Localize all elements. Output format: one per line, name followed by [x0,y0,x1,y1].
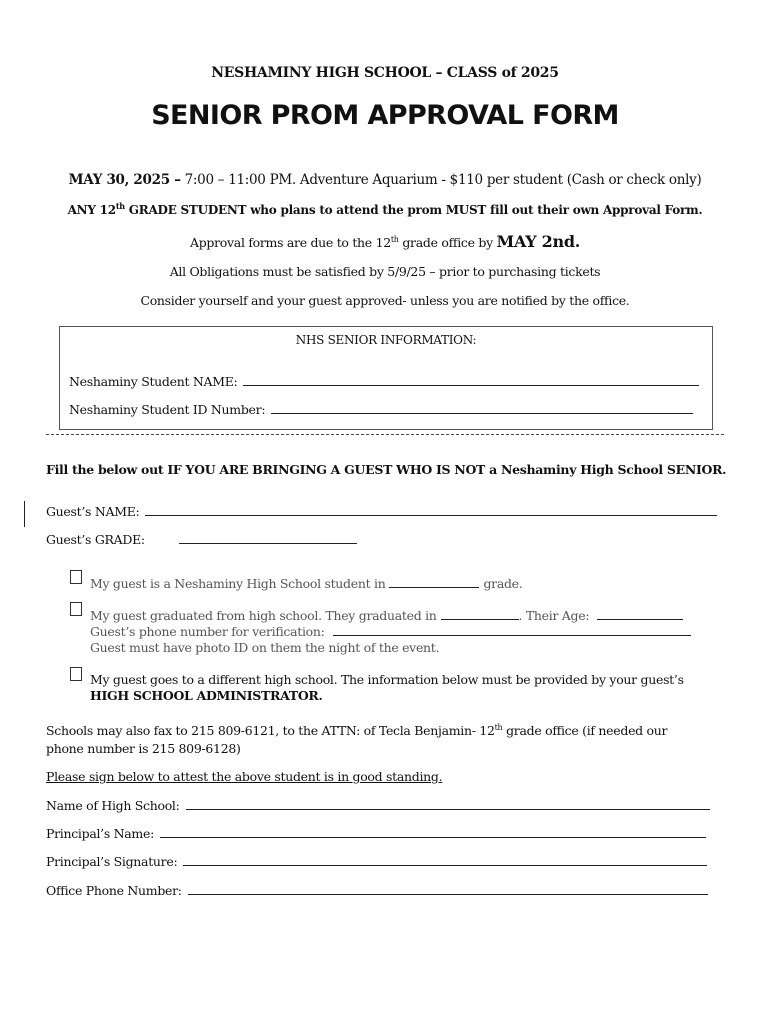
option-graduated-label: My guest graduated from high school. They graduated in [90,608,437,623]
form-title: SENIOR PROM APPROVAL FORM [151,100,619,131]
obligations-notice: All Obligations must be satisfied by 5/9/25 – prior to purchasing tickets [169,264,601,279]
option-other-school-line1: My guest goes to a different high school. The information below must be provided by your guest’s [90,672,684,687]
principal-name-row [46,825,706,841]
graduation-year-field[interactable] [441,607,519,620]
office-phone-label: Office Phone Number: [46,883,182,898]
guest-phone-label: Guest’s phone number for verification: [90,624,325,639]
nhs-grade-field[interactable] [389,575,479,588]
fax-text-end: grade office (if needed our phone number is 215 809-6128) [46,723,668,756]
event-date: MAY 30, 2025 – [68,172,181,188]
option-graduated-line1 [90,607,683,624]
office-phone-field[interactable] [188,882,708,895]
student-name-row [69,373,699,389]
due-date-notice [0,232,770,251]
student-id-label: Neshaminy Student ID Number: [69,402,266,417]
high-school-label: Name of High School: [46,798,180,813]
option-nhs-student-suffix: grade. [483,576,523,591]
school-class-heading: NESHAMINY HIGH SCHOOL – CLASS of 2025 [211,65,559,81]
principal-signature-row [46,853,707,869]
photo-id-note: Guest must have photo ID on them the night of the event. [90,640,440,655]
due-date: MAY 2nd. [496,232,580,251]
option-graduated-line2 [90,623,691,640]
principal-signature-label: Principal’s Signature: [46,854,178,869]
guest-name-field[interactable] [145,503,717,516]
principal-name-label: Principal’s Name: [46,826,154,841]
event-info: 7:00 – 11:00 PM. Adventure Aquarium - $110 per student (Cash or check only) [180,172,702,188]
student-id-field[interactable] [271,401,693,414]
high-school-field[interactable] [186,797,710,810]
guest-name-label: Guest’s NAME: [46,504,140,519]
requirement-text-start: ANY 12 [67,203,116,217]
high-school-row [46,797,710,813]
requirement-text-end: GRADE STUDENT who plans to attend the prom MUST fill out their own Approval Form. [124,203,703,217]
option-graduated-checkbox[interactable] [70,602,82,616]
guest-phone-field[interactable] [333,623,691,636]
principal-name-field[interactable] [160,825,706,838]
fax-sup: th [494,722,503,732]
section-divider [46,434,724,435]
option-other-school-checkbox[interactable] [70,667,82,681]
senior-info-heading: NHS SENIOR INFORMATION: [295,333,477,347]
option-nhs-student-text [90,575,522,592]
due-text-start: Approval forms are due to the 12 [190,235,391,250]
guest-grade-label: Guest’s GRADE: [46,532,145,547]
approval-notice: Consider yourself and your guest approved- unless you are notified by the office. [140,293,630,308]
requirement-notice [0,203,770,217]
fax-instructions [46,722,706,758]
student-name-label: Neshaminy Student NAME: [69,374,238,389]
option-nhs-student-label: My guest is a Neshaminy High School student in [90,576,386,591]
office-phone-row [46,882,708,898]
attest-instruction: Please sign below to attest the above student is in good standing. [46,769,443,784]
due-sup: th [390,234,399,244]
option-nhs-student-checkbox[interactable] [70,570,82,584]
student-name-field[interactable] [243,373,699,386]
student-id-row [69,401,693,417]
guest-age-label: . Their Age: [518,608,590,623]
option-other-school-line2: HIGH SCHOOL ADMINISTRATOR. [90,688,323,703]
fax-text-start: Schools may also fax to 215 809-6121, to the ATTN: of Tecla Benjamin- 12 [46,723,495,738]
guest-name-row [46,503,717,519]
principal-signature-field[interactable] [183,853,707,866]
due-text-mid: grade office by [398,235,497,250]
event-details [0,172,770,188]
guest-grade-field[interactable] [179,531,357,544]
guest-age-field[interactable] [597,607,683,620]
text-cursor [24,501,25,527]
requirement-sup: th [115,201,125,211]
guest-grade-row [46,531,357,547]
guest-section-heading: Fill the below out IF YOU ARE BRINGING A GUEST WHO IS NOT a Neshaminy High School SENIOR. [46,462,727,477]
